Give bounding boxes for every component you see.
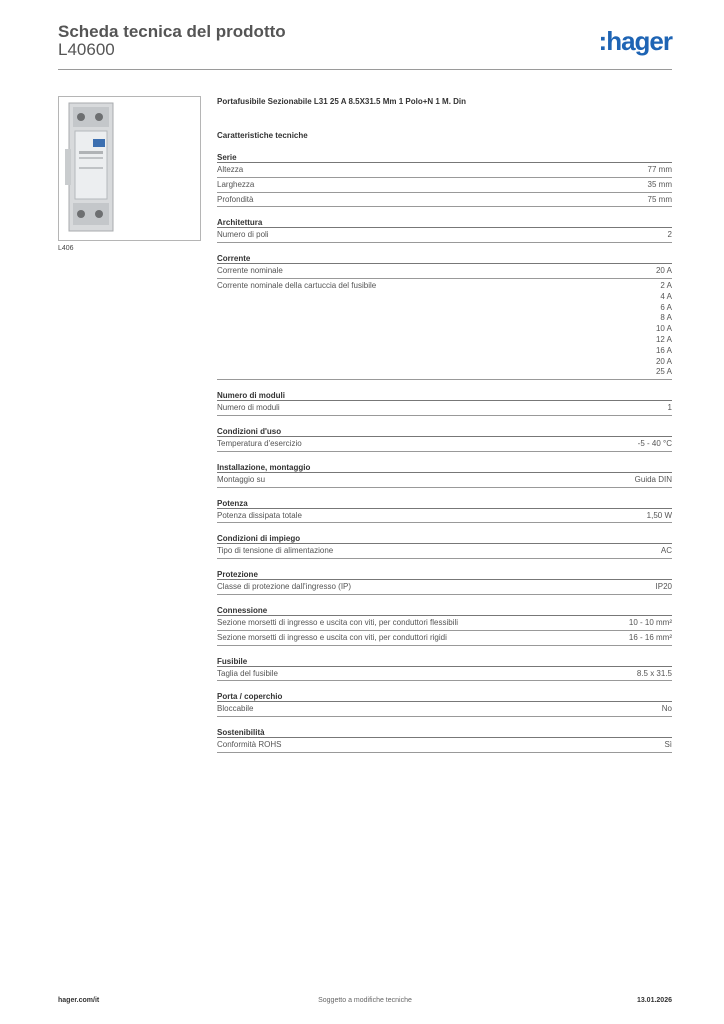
spec-value: 8 A: [660, 313, 672, 323]
spec-value: 75 mm: [647, 194, 672, 204]
spec-value: 8.5 x 31.5: [636, 668, 672, 678]
spec-label: Classe di protezione dall'ingresso (IP): [217, 582, 352, 592]
section-title: Serie: [217, 152, 672, 163]
spec-values: [668, 230, 672, 241]
spec-row: [217, 437, 672, 452]
page-footer: [58, 997, 672, 1011]
spec-value: AC: [660, 546, 672, 556]
spec-value: -5 - 40 °C: [637, 438, 672, 448]
spec-value: 2 A: [660, 280, 672, 290]
spec-value: 20 A: [655, 266, 672, 276]
section-title: Architettura: [217, 217, 672, 228]
spec-label: Sezione morsetti di ingresso e uscita con viti, per conduttori rigidi: [217, 632, 447, 642]
spec-row: [217, 178, 672, 193]
spec-section: [217, 533, 672, 559]
spec-value: 4 A: [660, 291, 672, 301]
section-title: Numero di moduli: [217, 390, 672, 401]
section-title: Condizioni d'uso: [217, 426, 672, 437]
spec-row: [217, 163, 672, 178]
spec-label: Numero di moduli: [217, 403, 280, 413]
spec-values: [648, 165, 672, 176]
spec-label: Bloccabile: [217, 704, 254, 714]
spec-section: [217, 390, 672, 416]
spec-row: [217, 509, 672, 524]
spec-values: [637, 669, 672, 680]
section-title: Fusibile: [217, 656, 672, 667]
spec-value: Guida DIN: [634, 474, 672, 484]
fuse-holder-illustration: [59, 97, 200, 240]
spec-row: [217, 667, 672, 682]
spec-row: [217, 616, 672, 631]
spec-label: Tipo di tensione di alimentazione: [217, 546, 334, 556]
spec-value: IP20: [655, 582, 672, 592]
spec-row: [217, 228, 672, 243]
section-title: Condizioni di impiego: [217, 533, 672, 544]
spec-label: Profondità: [217, 194, 254, 204]
spec-section: [217, 152, 672, 207]
footer-date: 13.01.2026: [636, 997, 672, 1004]
spec-value: 20 A: [655, 356, 672, 366]
footer-note: Soggetto a modifiche tecniche: [318, 997, 412, 1004]
spec-value: 10 - 10 mm²: [628, 617, 672, 627]
section-title: Installazione, montaggio: [217, 462, 672, 473]
spec-row: [217, 401, 672, 416]
spec-value: 1,50 W: [646, 510, 672, 520]
spec-label: Numero di poli: [217, 230, 269, 240]
spec-label: Corrente nominale della cartuccia del fusibile: [217, 280, 377, 290]
spec-section: [217, 426, 672, 452]
section-title: Potenza: [217, 498, 672, 509]
spec-sections: [217, 152, 672, 753]
spec-values: [647, 511, 672, 522]
spec-row: [217, 279, 672, 380]
spec-section: [217, 727, 672, 753]
spec-section: [217, 462, 672, 488]
spec-value: 12 A: [655, 334, 672, 344]
spec-section: [217, 605, 672, 646]
image-caption: L406: [58, 245, 74, 252]
spec-content: [217, 96, 672, 753]
spec-row: [217, 631, 672, 646]
spec-row: [217, 702, 672, 717]
page-title: Scheda tecnica del prodotto: [58, 22, 286, 41]
spec-label: Potenza dissipata totale: [217, 510, 302, 520]
spec-value: 2: [667, 230, 672, 240]
spec-values: [662, 704, 672, 715]
spec-values: [648, 195, 672, 206]
spec-value: No: [661, 704, 672, 714]
page-header: [58, 20, 672, 70]
spec-section: [217, 569, 672, 595]
spec-values: [664, 740, 672, 751]
product-title: Portafusibile Sezionabile L31 25 A 8.5X31.5 Mm 1 Polo+N 1 M. Din: [217, 97, 467, 106]
spec-section: [217, 691, 672, 717]
section-title: Sostenibilità: [217, 727, 672, 738]
section-title: Protezione: [217, 569, 672, 580]
spec-values: [638, 439, 672, 450]
spec-value: 16 - 16 mm²: [628, 632, 672, 642]
spec-label: Altezza: [217, 165, 244, 174]
spec-values: [656, 582, 672, 593]
spec-value: 1: [667, 403, 672, 413]
spec-value: 25 A: [655, 367, 672, 377]
spec-section: [217, 498, 672, 524]
spec-row: [217, 264, 672, 279]
spec-section: [217, 217, 672, 243]
spec-value: 16 A: [655, 345, 672, 355]
spec-value: 35 mm: [647, 179, 672, 189]
spec-values: [629, 618, 672, 629]
spec-label: Sezione morsetti di ingresso e uscita con viti, per conduttori flessibili: [217, 617, 458, 627]
spec-value: 77 mm: [647, 165, 672, 174]
spec-label: Corrente nominale: [217, 266, 283, 276]
section-title: Connessione: [217, 605, 672, 616]
spec-values: [635, 475, 672, 486]
spec-row: [217, 473, 672, 488]
spec-label: Temperatura d'esercizio: [217, 438, 302, 448]
spec-values: [648, 180, 672, 191]
spec-row: [217, 544, 672, 559]
spec-label: Conformità ROHS: [217, 740, 282, 750]
product-image: [58, 96, 201, 241]
specs-heading: Caratteristiche tecniche: [217, 131, 308, 140]
spec-value: 6 A: [660, 302, 672, 312]
spec-row: [217, 193, 672, 208]
section-title: Corrente: [217, 253, 672, 264]
section-title: Porta / coperchio: [217, 691, 672, 702]
hager-logo: :hager: [598, 26, 672, 56]
spec-label: Taglia del fusibile: [217, 668, 278, 678]
spec-value: 10 A: [655, 324, 672, 334]
spec-values: [656, 266, 672, 277]
spec-row: [217, 580, 672, 595]
spec-values: [629, 633, 672, 644]
spec-values: [661, 546, 672, 557]
spec-section: [217, 656, 672, 682]
spec-values: [668, 403, 672, 414]
spec-label: Larghezza: [217, 179, 255, 189]
product-code: L40600: [58, 40, 115, 59]
spec-value: Sì: [664, 740, 672, 750]
spec-row: [217, 738, 672, 753]
footer-website: hager.com/it: [58, 997, 100, 1004]
spec-label: Montaggio su: [217, 474, 266, 484]
spec-values: [656, 281, 672, 378]
spec-section: [217, 253, 672, 380]
